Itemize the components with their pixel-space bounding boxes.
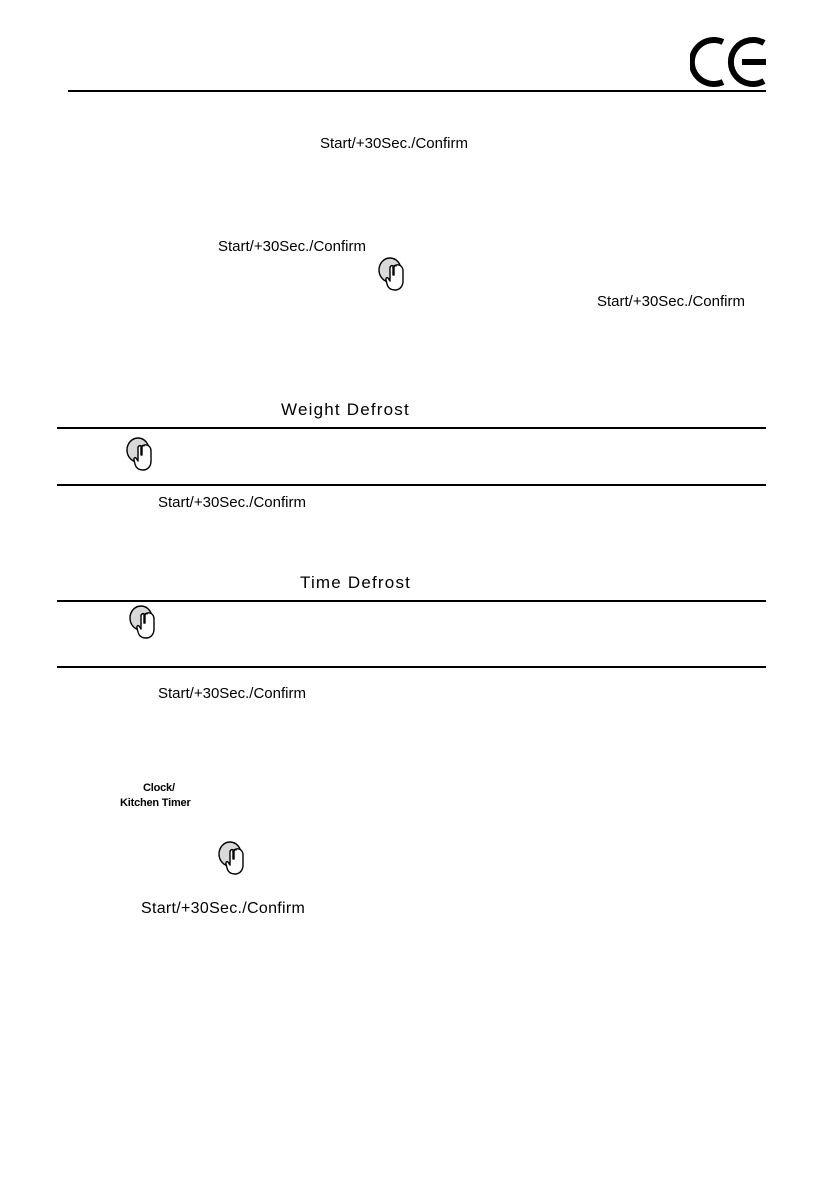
start-confirm-label-3: Start/+30Sec./Confirm (597, 293, 745, 310)
hand-press-icon-2 (124, 437, 158, 473)
start-confirm-label-2: Start/+30Sec./Confirm (218, 238, 366, 255)
heading-weight-defrost: Weight Defrost (281, 400, 410, 419)
clock-label-line1: Clock/ (143, 782, 175, 794)
divider-weight-top (57, 427, 766, 429)
divider-time-bottom (57, 666, 766, 668)
start-confirm-label-5: Start/+30Sec./Confirm (158, 685, 306, 702)
start-confirm-label-1: Start/+30Sec./Confirm (320, 135, 468, 152)
divider-time-top (57, 600, 766, 602)
ce-mark-icon (690, 34, 770, 90)
start-confirm-label-6: Start/+30Sec./Confirm (141, 900, 306, 917)
hand-press-icon-3 (127, 605, 161, 641)
divider-weight-bottom (57, 484, 766, 486)
divider-top (68, 90, 766, 92)
clock-label-line2: Kitchen Timer (120, 797, 191, 809)
hand-press-icon-1 (376, 257, 410, 293)
heading-time-defrost: Time Defrost (300, 573, 412, 592)
hand-press-icon-4 (216, 841, 250, 877)
start-confirm-label-4: Start/+30Sec./Confirm (158, 494, 306, 511)
